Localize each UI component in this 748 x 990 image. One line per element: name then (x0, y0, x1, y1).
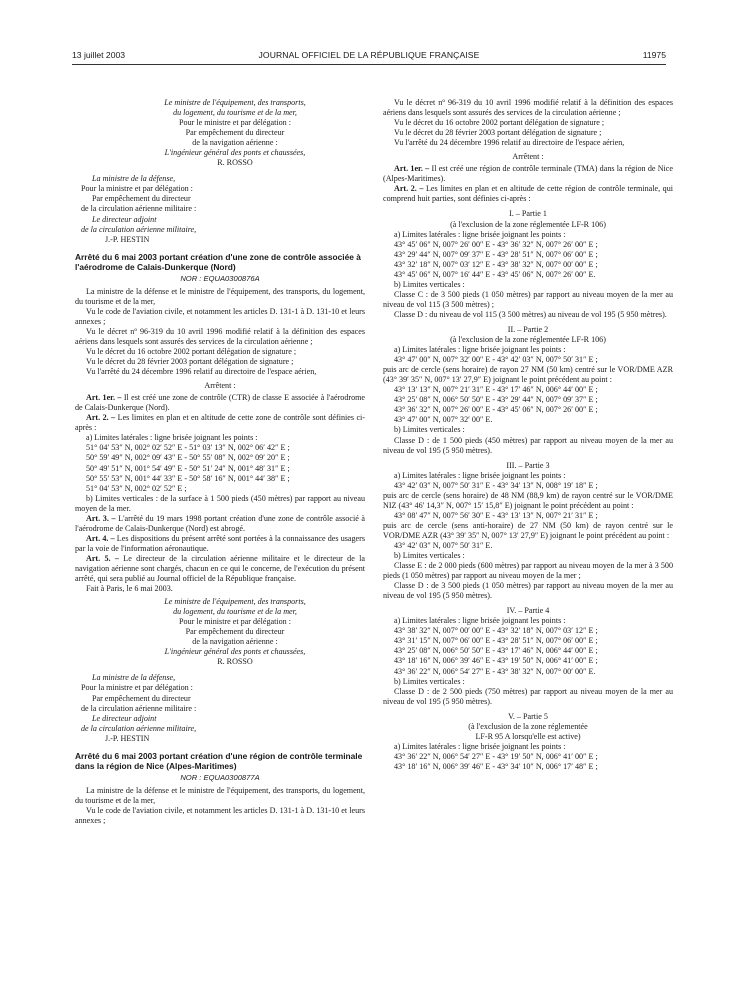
signature-line: de la circulation aérienne militaire : (81, 204, 197, 214)
signature-line: Par empêchement du directeur (185, 627, 285, 637)
coordinate-line: 43° 13′ 13″ N, 007° 21′ 31″ E - 43° 17′ 46″ N, 006° 44′ 00″ E ; (394, 385, 598, 395)
signature-block-defense (75, 174, 365, 244)
paragraph: Vu le décret du 28 février 2003 portant délégation de signature ; (86, 357, 294, 367)
signature-line: de la circulation aérienne militaire, (81, 723, 197, 733)
signature-line: L'ingénieur général des ponts et chaussées, (164, 647, 306, 657)
signature-name: R. ROSSO (217, 657, 253, 667)
coordinate-line: 50° 55′ 53″ N, 001° 44′ 33″ E - 50° 58′ 16″ N, 001° 44′ 38″ E ; (86, 473, 290, 483)
class-limit: Classe D : de 2 500 pieds (750 mètres) par rapport au niveau moyen de la mer au niveau de vol 195 (5 950 mètres). (383, 686, 673, 706)
arretent-heading: Arrêtent : (512, 152, 544, 162)
lateral-limits: a) Limites latérales : ligne brisée joignant les points : (394, 470, 566, 480)
signature-name: J.-P. HESTIN (105, 733, 150, 743)
signature-line: Par empêchement du directeur (92, 693, 191, 703)
part-2-subtitle: (à l'exclusion de la zone réglementée LF-R 106) (450, 335, 606, 345)
coordinate-line: 43° 29′ 44″ N, 007° 09′ 37″ E - 43° 28′ 51″ N, 007° 06′ 00″ E ; (394, 249, 598, 259)
coordinate-line: 50° 59′ 49″ N, 002° 09′ 43″ E - 50° 55′ 08″ N, 002° 09′ 20″ E ; (86, 453, 290, 463)
done-at: Fait à Paris, le 6 mai 2003. (86, 584, 173, 594)
signature-line: de la circulation aérienne militaire : (81, 703, 197, 713)
paragraph: Vu l'arrêté du 24 décembre 1996 relatif au directoire de l'espace aérien, (86, 367, 317, 377)
signature-line: La ministre de la défense, (92, 673, 176, 683)
signature-line: Le directeur adjoint (92, 713, 157, 723)
signature-line: La ministre de la défense, (92, 174, 176, 184)
coordinate-line: 43° 08′ 47″ N, 007° 56′ 30″ E - 43° 13′ 13″ N, 007° 21′ 31″ E ; (394, 510, 598, 520)
article-3: Art. 3. – L'arrêté du 19 mars 1998 portant création d'une zone de contrôle associé à l'aérodrome de Calais-Dunkerque (Nord) est abrogé. (75, 513, 365, 533)
coordinate-line: 43° 18′ 16″ N, 006° 39′ 46″ E - 43° 19′ 50″ N, 006° 41′ 00″ E ; (394, 656, 598, 666)
coordinate-line: 43° 36′ 32″ N, 007° 26′ 00″ E - 43° 45′ 06″ N, 007° 26′ 00″ E ; (394, 405, 598, 415)
paragraph: Vu l'arrêté du 24 décembre 1996 relatif au directoire de l'espace aérien, (394, 138, 625, 148)
coordinate-line: 51° 04′ 53″ N, 002° 02′ 52″ E - 51° 03′ 13″ N, 002° 06′ 42″ E ; (86, 443, 290, 453)
signature-line: du logement, du tourisme et de la mer, (173, 607, 297, 617)
signature-name: R. ROSSO (217, 158, 253, 168)
part-4-title: IV. – Partie 4 (506, 606, 550, 616)
part-2-title: II. – Partie 2 (507, 324, 549, 334)
article-4: Art. 4. – Les dispositions du présent arrêté sont portées à la connaissance des usagers par la voie de l'information aéronautique. (75, 533, 365, 553)
coordinate-line: 43° 38′ 32″ N, 007° 00′ 00″ E - 43° 32′ 18″ N, 007° 03′ 12″ E ; (394, 626, 598, 636)
paragraph: Vu le code de l'aviation civile, et notamment les articles D. 131-1 à D. 131-10 et leurs annexes ; (75, 805, 365, 825)
arc-description: puis arc de cercle (sens horaire) de 48 NM (88,9 km) de rayon centré sur le VOR/DME NIZ (43° 46′ 14,3″ N, 007° 15′ 15,8″ E) joignant le point précédent au point : (383, 490, 673, 510)
lateral-limits: a) Limites latérales : ligne brisée joignant les points : (86, 433, 258, 443)
header-date: 13 juillet 2003 (72, 50, 126, 60)
arc-description: puis arc de cercle (sens anti-horaire) de 27 NM (50 km) de rayon centré sur le VOR/DME AZR (43° 39′ 35″ N, 007° 13′ 27,9″ E) joignant le point précédent au point : (383, 520, 673, 540)
part-5-subtitle: LF-R 95 A lorsqu'elle est active) (475, 731, 581, 741)
vertical-limits: b) Limites verticales : (394, 425, 465, 435)
vertical-limits: b) Limites verticales : de la surface à 1 500 pieds (450 mètres) par rapport au niveau moyen de la mer. (75, 493, 365, 513)
article-1: Art. 1er. – Il est créé une zone de contrôle (CTR) de classe E associée à l'aérodrome de Calais-Dunkerque (Nord). (75, 393, 366, 413)
vertical-limits: b) Limites verticales : (394, 551, 465, 561)
signature-line: L'ingénieur général des ponts et chaussées, (164, 148, 306, 158)
signature-line: Pour le ministre et par délégation : (179, 118, 291, 128)
paragraph: Vu le code de l'aviation civile, et notamment les articles D. 131-1 à D. 131-10 et leurs annexes ; (75, 306, 365, 326)
paragraph: La ministre de la défense et le ministre de l'équipement, des transports, du logement, du tourisme et de la mer, (75, 785, 365, 805)
class-limit: Classe D : de 1 500 pieds (450 mètres) par rapport au niveau moyen de la mer au niveau de vol 195 (5 950 mètres). (383, 435, 673, 455)
arretent-heading: Arrêtent : (204, 381, 236, 391)
coordinate-line: 43° 31′ 15″ N, 007° 06′ 00″ E - 43° 28′ 51″ N, 007° 06′ 00″ E ; (394, 636, 598, 646)
signature-line: Pour la ministre et par délégation : (81, 184, 193, 194)
signature-line: Pour la ministre et par délégation : (81, 683, 193, 693)
lateral-limits: a) Limites latérales : ligne brisée joignant les points : (394, 229, 566, 239)
lateral-limits: a) Limites latérales : ligne brisée joignant les points : (394, 741, 566, 751)
part-5-title: V. – Partie 5 (508, 711, 548, 721)
class-limit: Classe D : du niveau de vol 115 (3 500 mètres) au niveau de vol 195 (5 950 mètres). (394, 309, 667, 319)
signature-line: de la circulation aérienne militaire, (81, 224, 197, 234)
class-limit: Classe E : de 2 000 pieds (600 mètres) par rapport au niveau moyen de la mer à 3 500 pieds (1 050 mètres) par rapport au niveau moyen de la mer ; (383, 561, 673, 581)
left-column (75, 98, 365, 826)
vertical-limits: b) Limites verticales : (394, 676, 465, 686)
coordinate-line: 43° 47′ 00″ N, 007° 32′ 00″ E - 43° 42′ 03″ N, 007° 50′ 31″ E ; (394, 355, 598, 365)
arc-description: puis arc de cercle (sens horaire) de rayon 27 NM (50 km) centré sur le VOR/DME AZR (43° 39′ 35″ N, 007° 13′ 27,9″ E) joignant le point précédent au point : (383, 365, 673, 385)
coordinate-line: 43° 25′ 08″ N, 006° 50′ 50″ E - 43° 29′ 44″ N, 007° 09′ 37″ E ; (394, 395, 598, 405)
signature-line: Par empêchement du directeur (92, 194, 191, 204)
signature-line: Pour le ministre et par délégation : (179, 617, 291, 627)
signature-line: Par empêchement du directeur (185, 128, 285, 138)
vertical-limits: b) Limites verticales : (394, 279, 465, 289)
coordinate-line: 43° 25′ 08″ N, 006° 50′ 50″ E - 43° 17′ 46″ N, 006° 44′ 00″ E ; (394, 646, 598, 656)
signature-line: Le directeur adjoint (92, 214, 157, 224)
coordinate-line: 51° 04′ 53″ N, 002° 02′ 52″ E ; (86, 483, 187, 493)
coordinate-line: 43° 36′ 22″ N, 006° 54′ 27″ E - 43° 38′ 32″ N, 007° 00′ 00″ E. (394, 666, 596, 676)
page-header (72, 50, 666, 64)
paragraph: Vu le décret du 28 février 2003 portant délégation de signature ; (394, 128, 602, 138)
paragraph: Vu le décret du 16 octobre 2002 portant délégation de signature ; (86, 346, 297, 356)
coordinate-line: 43° 45′ 06″ N, 007° 26′ 00″ E - 43° 36′ 32″ N, 007° 26′ 00″ E ; (394, 239, 598, 249)
header-rule (72, 64, 666, 65)
signature-line: Le ministre de l'équipement, des transports, (164, 597, 306, 607)
paragraph: La ministre de la défense et le ministre de l'équipement, des transports, du logement, du tourisme et de la mer, (75, 286, 365, 306)
lateral-limits: a) Limites latérales : ligne brisée joignant les points : (394, 345, 566, 355)
signature-block-equipment (75, 98, 365, 168)
header-page-number: 11975 (642, 50, 666, 60)
coordinate-line: 43° 36′ 22″ N, 006° 54′ 27″ E - 43° 19′ 50″ N, 006° 41′ 00″ E ; (394, 751, 598, 761)
part-1-subtitle: (à l'exclusion de la zone réglementée LF-R 106) (450, 219, 606, 229)
signature-line: Le ministre de l'équipement, des transports, (164, 98, 306, 107)
coordinate-line: 50° 49′ 51″ N, 001° 54′ 49″ E - 50° 51′ 24″ N, 001° 48′ 31″ E ; (86, 463, 290, 473)
coordinate-line: 43° 47′ 00″ N, 007° 32′ 00″ E. (394, 415, 493, 425)
right-column (383, 98, 673, 772)
decree-title: Arrêté du 6 mai 2003 portant création d'une zone de contrôle associée à l'aérodrome de Calais-Dunkerque (Nord) (75, 251, 361, 272)
signature-line: de la navigation aérienne : (192, 637, 278, 647)
article-5: Art. 5. – Le directeur de la circulation aérienne militaire et le directeur de la navigation aérienne sont chargés, chacun en ce qui le concerne, de l'exécution du présent arrêté, qui sera publié au Journal officiel de la République française. (75, 553, 365, 584)
part-1-title: I. – Partie 1 (509, 209, 547, 219)
paragraph: Vu le décret du 16 octobre 2002 portant délégation de signature ; (394, 118, 605, 128)
decree-title: Arrêté du 6 mai 2003 portant création d'une région de contrôle terminale dans la région de Nice (Alpes-Maritimes) (75, 750, 363, 771)
coordinate-line: 43° 45′ 06″ N, 007° 16′ 44″ E - 43° 45′ 06″ N, 007° 26′ 00″ E. (394, 269, 596, 279)
part-3-title: III. – Partie 3 (506, 460, 550, 470)
signature-line: de la navigation aérienne : (192, 138, 278, 148)
coordinate-line: 43° 42′ 03″ N, 007° 50′ 31″ E - 43° 34′ 13″ N, 008° 19′ 18″ E ; (394, 480, 598, 490)
signature-block-equipment-2 (75, 597, 365, 667)
coordinate-line: 43° 32′ 18″ N, 007° 03′ 12″ E - 43° 38′ 32″ N, 007° 00′ 00″ E ; (394, 259, 598, 269)
article-1: Art. 1er. – Il est créé une région de contrôle terminale (TMA) dans la région de Nice (Alpes-Maritimes). (383, 164, 673, 184)
part-5-subtitle: (à l'exclusion de la zone réglementée (468, 721, 588, 731)
header-journal-title: JOURNAL OFFICIEL DE LA RÉPUBLIQUE FRANÇAISE (258, 50, 480, 60)
signature-name: J.-P. HESTIN (105, 234, 150, 244)
article-2: Art. 2. – Les limites en plan et en altitude de cette zone de contrôle sont définies ci-après : (75, 413, 365, 433)
class-limit: Classe D : de 3 500 pieds (1 050 mètres) par rapport au niveau moyen de la mer au niveau de vol 195 (5 950 mètres). (383, 581, 673, 601)
signature-line: du logement, du tourisme et de la mer, (173, 108, 297, 118)
coordinate-line: 43° 42′ 03″ N, 007° 50′ 31″ E. (394, 540, 493, 550)
article-2: Art. 2. – Les limites en plan et en altitude de cette région de contrôle terminale, qui comprend huit parties, sont définies ci-après : (383, 184, 673, 204)
coordinate-line: 43° 18′ 16″ N, 006° 39′ 46″ E - 43° 34′ 10″ N, 006° 17′ 48″ E ; (394, 761, 598, 771)
signature-block-defense-2 (75, 673, 365, 743)
paragraph: Vu le décret nº 96-319 du 10 avril 1996 modifié relatif à la définition des espaces aériens dans lesquels sont assurés des services de la circulation aérienne ; (383, 98, 673, 118)
decree-nor: NOR : EQUA0300877A (180, 772, 260, 782)
decree-nor: NOR : EQUA0300876A (180, 273, 260, 283)
paragraph: Vu le décret nº 96-319 du 10 avril 1996 modifié relatif à la définition des espaces aériens dans lesquels sont assurés des services de la circulation aérienne ; (75, 326, 365, 346)
class-limit: Classe C : de 3 500 pieds (1 050 mètres) par rapport au niveau moyen de la mer au niveau de vol 115 (3 500 mètres) ; (383, 289, 673, 309)
lateral-limits: a) Limites latérales : ligne brisée joignant les points : (394, 616, 566, 626)
